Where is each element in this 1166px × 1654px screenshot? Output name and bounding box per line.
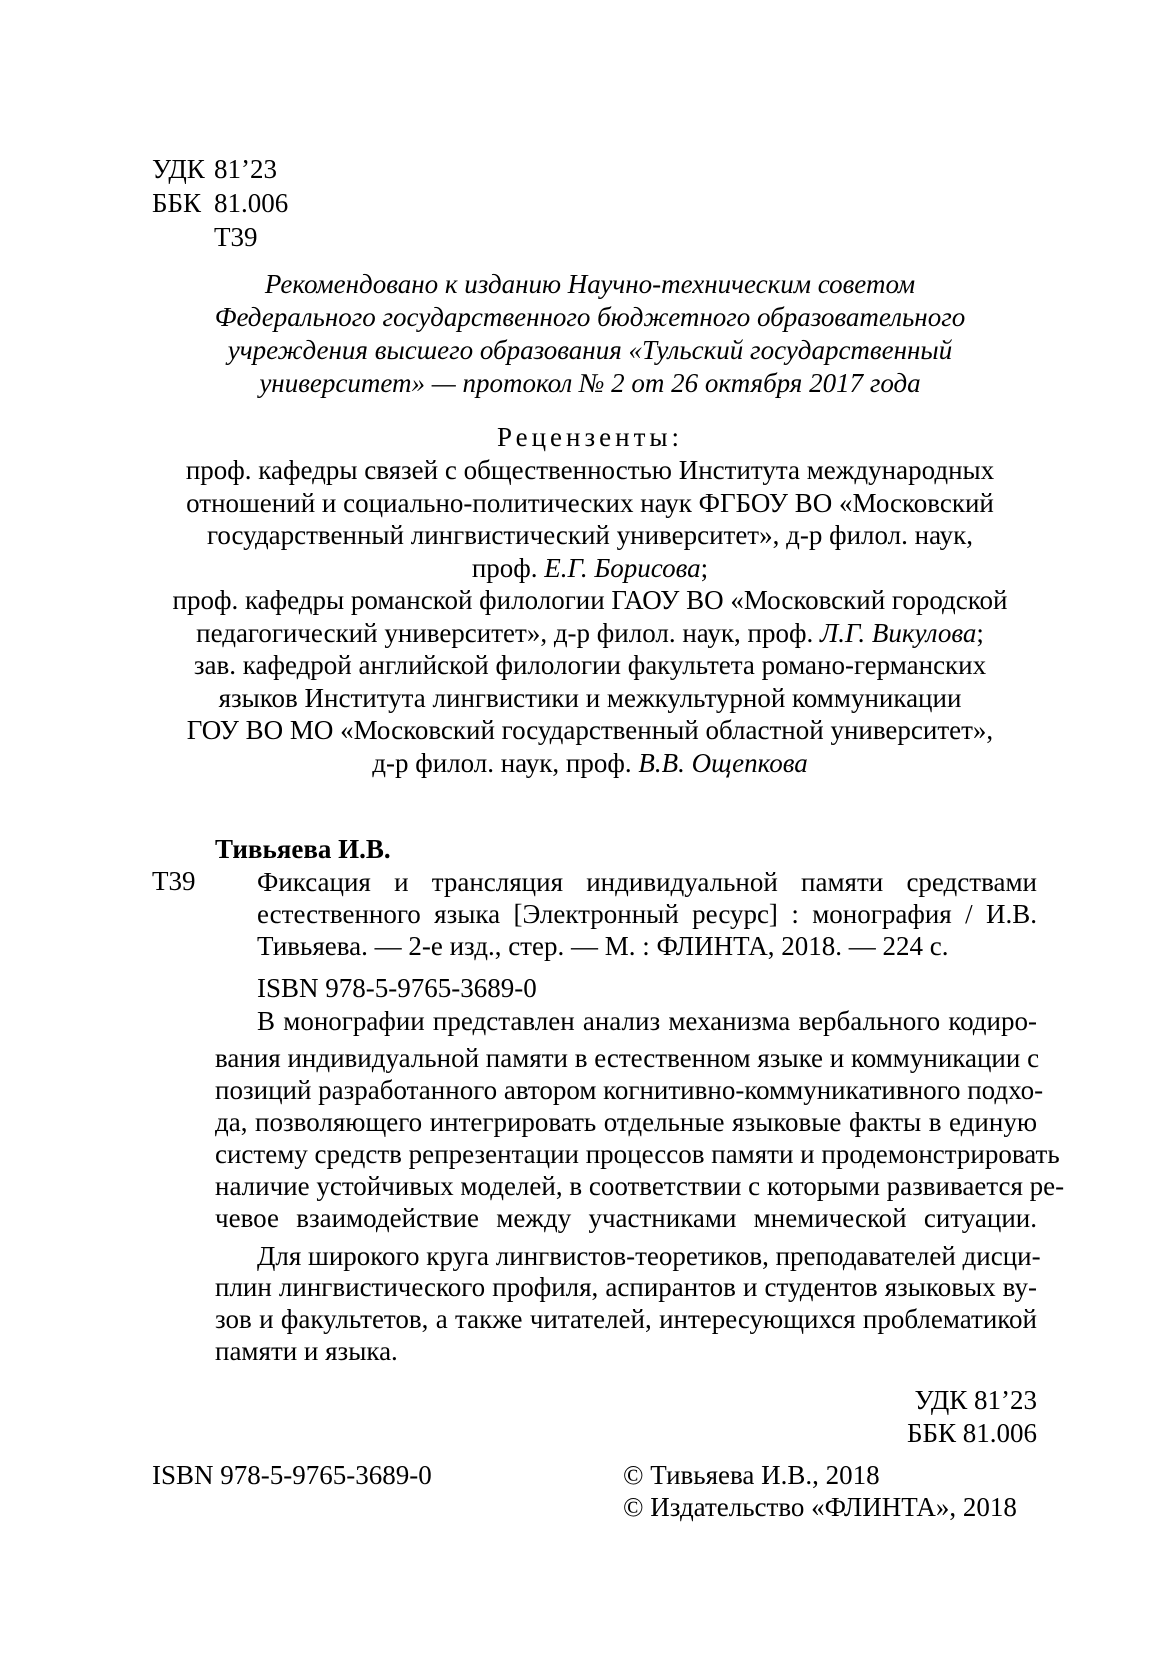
bib-line: Тивьяева. — 2-е изд., стер. — М. : ФЛИНТА, 2018. — 224 с. [257,931,949,961]
reviewer-line: зав. кафедрой английской филологии факультета романо-германских [193,650,987,680]
recommendation [150,268,1030,400]
reviewer-line: проф. кафедры связей с общественностью Института международных [185,455,995,485]
abstract-line: да, позволяющего интегрировать отдельные языковые факты в единую [215,1107,1037,1137]
audience-line: зов и факультетов, а также читателей, интересующихся проблематикой [215,1304,1037,1334]
reviewer-line: педагогический университет», д-р филол. наук, проф. Л.Г. Викулова; [196,617,984,648]
copyright-publisher: © Издательство «ФЛИНТА», 2018 [623,1492,1017,1522]
abstract-line: систему средств репрезентации процессов памяти и продемонстрировать [215,1139,1060,1169]
copyright-author: © Тивьяева И.В., 2018 [623,1460,880,1490]
book-author: Тивьяева И.В. [215,834,391,864]
bbk-label: ББК [152,188,202,218]
author-mark-row [152,220,288,254]
reviewer-line: проф. Е.Г. Борисова; [471,552,709,583]
audience-line: плин лингвистического профиля, аспирантов и студентов языковых ву- [215,1272,1037,1302]
udk-value: 81’23 [214,154,277,184]
author-mark: Т39 [214,222,258,252]
footer-bbk: ББК 81.006 [906,1418,1037,1448]
abstract-line: наличие устойчивых моделей, в соответствии с которыми развивается ре- [215,1171,1065,1201]
reviewer-line: проф. кафедры романской филологии ГАОУ ВО «Московский городской [172,585,1008,615]
classification-codes [152,152,288,254]
footer-udk: УДК 81’23 [914,1385,1037,1415]
bib-line: естественного языка [Электронный ресурс] : монография / И.В. [257,899,1037,929]
reviewer-line: ГОУ ВО МО «Московский государственный областной университет», [186,715,994,745]
bib-line: Фиксация и трансляция индивидуальной памяти средствами [257,867,1037,897]
recommendation-line: учреждения высшего образования «Тульский государственный [227,335,953,365]
bbk-row [152,186,288,220]
reviewer-name: Л.Г. Викулова [819,617,977,648]
reviewers-title: Рецензенты: [496,422,684,452]
reviewer-name: В.В. Ощепкова [638,747,808,778]
footer-codes [907,1384,1037,1450]
bib-author-mark: Т39 [152,866,196,896]
reviewers-list [150,454,1030,779]
reviewer-name: Е.Г. Борисова [544,552,701,583]
reviewer-line: отношений и социально-политических наук ФГБОУ ВО «Московский [186,487,994,518]
bib-isbn: ISBN 978-5-9765-3689-0 [257,973,537,1003]
abstract-line: чевое взаимодействие между участниками мнемической ситуации. [215,1203,1037,1233]
abstract-line: позиций разработанного автором когнитивно-коммуникативного подхо- [215,1075,1044,1105]
reviewer-line: языков Института лингвистики и межкультурной коммуникации [218,682,962,713]
udk-row [152,152,288,186]
recommendation-line: Рекомендовано к изданию Научно-техническим советом [264,269,916,299]
abstract-line: вания индивидуальной памяти в естественном языке и коммуникации с [215,1043,1040,1073]
audience-line: памяти и языка. [215,1336,398,1366]
footer-isbn: ISBN 978-5-9765-3689-0 [152,1460,432,1490]
udk-label: УДК [152,154,205,184]
audience-line: Для широкого круга лингвистов-теоретиков, преподавателей дисци- [257,1241,1041,1271]
abstract-line: В монографии представлен анализ механизма вербального кодиро- [257,1006,1037,1036]
recommendation-line: университет» — протокол № 2 от 26 октября 2017 года [259,368,921,398]
reviewer-line: государственный лингвистический университет», д-р филол. наук, [206,520,974,550]
bbk-value: 81.006 [214,188,289,218]
recommendation-line: Федерального государственного бюджетного образовательного [214,302,966,332]
reviewer-line: д-р филол. наук, проф. В.В. Ощепкова [372,747,808,778]
